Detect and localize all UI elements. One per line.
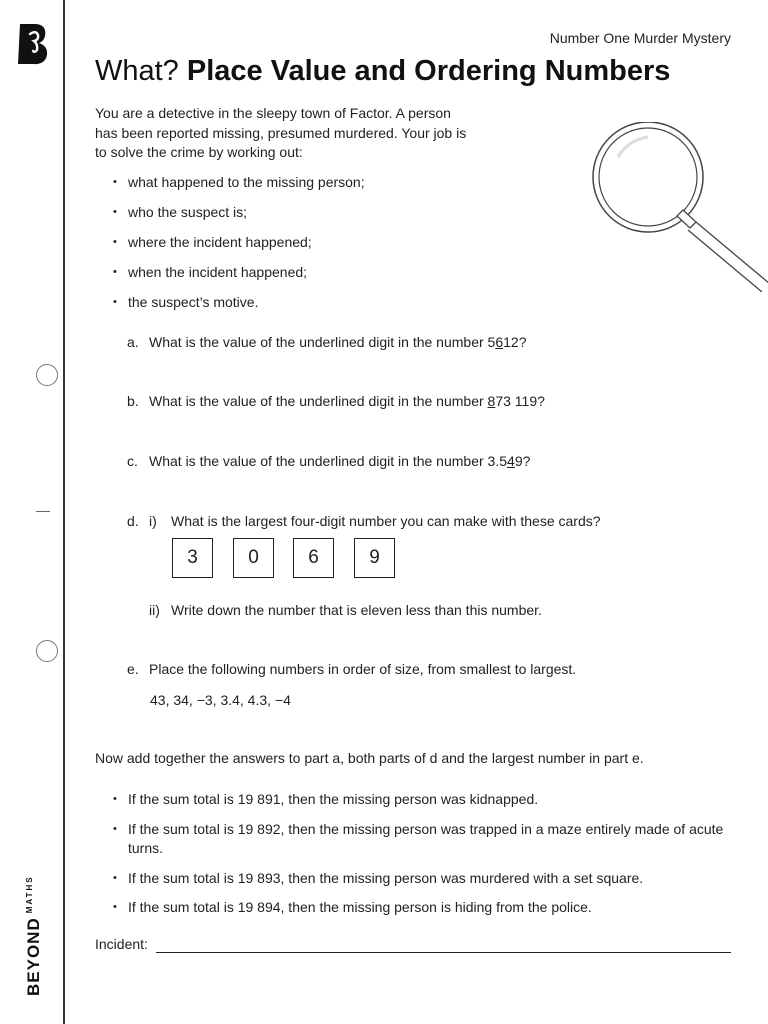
margin-rule: [63, 0, 65, 1024]
question-text: What is the value of the underlined digit in the number: [149, 393, 488, 409]
list-item: • when the incident happened;: [113, 262, 365, 292]
number-card: 6: [293, 538, 334, 578]
fold-mark: [36, 511, 50, 512]
title-prefix: What?: [95, 55, 179, 87]
sum-instructions: Now add together the answers to part a, both parts of d and the largest number in part e.: [95, 750, 644, 766]
number-card: 9: [354, 538, 395, 578]
series-title: Number One Murder Mystery: [549, 30, 731, 46]
list-item: • If the sum total is 19 894, then the missing person is hiding from the police.: [113, 898, 733, 918]
task-list: [113, 172, 365, 322]
question-text: What is the value of the underlined digit in the number: [149, 453, 488, 469]
question-c: [127, 453, 530, 469]
question-text: Write down the number that is eleven less than this number.: [171, 602, 542, 618]
number-part: 12?: [503, 334, 527, 350]
question-d-ii: [149, 602, 542, 618]
question-e: [127, 661, 576, 677]
brand-sub: MATHS: [25, 875, 34, 914]
question-label: d.: [127, 513, 139, 529]
magnifying-glass-icon: [588, 122, 768, 292]
underlined-digit: 6: [495, 334, 504, 350]
list-item: • If the sum total is 19 891, then the missing person was kidnapped.: [113, 790, 733, 810]
subquestion-label: i): [149, 513, 157, 529]
question-text: Place the following numbers in order of size, from smallest to largest.: [149, 661, 577, 677]
page-title: [95, 55, 670, 88]
question-text: What is the value of the underlined digit in the number: [149, 334, 488, 350]
question-label: a.: [127, 334, 139, 350]
title-main: Place Value and Ordering Numbers: [186, 55, 671, 87]
question-label: c.: [127, 453, 138, 469]
incident-answer-line[interactable]: [156, 952, 731, 953]
brand-name: BEYOND: [24, 917, 43, 996]
list-item: • If the sum total is 19 892, then the missing person was trapped in a maze entirely made of acute turns.: [113, 820, 733, 859]
numbers-to-order: 43, 34, −3, 3.4, 4.3, −4: [150, 692, 291, 708]
question-a: [127, 334, 527, 350]
question-label: b.: [127, 393, 139, 409]
list-item: • who the suspect is;: [113, 202, 365, 232]
question-d-i: [127, 513, 601, 529]
number-part: 3.5: [487, 453, 508, 469]
underlined-digit: 4: [507, 453, 515, 469]
number-part: 73 119?: [495, 393, 545, 409]
brand-wordmark: [24, 875, 44, 996]
list-item: • what happened to the missing person;: [113, 172, 365, 202]
subquestion-label: ii): [149, 602, 160, 618]
number-part: 9?: [514, 453, 531, 469]
underlined-digit: 8: [487, 393, 496, 409]
binder-hole-bottom: [36, 640, 58, 662]
beyond-b-logo-icon: [16, 22, 50, 66]
outcome-list: [113, 790, 733, 928]
question-b: [127, 393, 545, 409]
number-part: 5: [487, 334, 496, 350]
list-item: • where the incident happened;: [113, 232, 365, 262]
list-item: • the suspect’s motive.: [113, 292, 365, 322]
number-card: 0: [233, 538, 274, 578]
question-label: e.: [127, 661, 139, 677]
list-item: • If the sum total is 19 893, then the missing person was murdered with a set square.: [113, 869, 733, 889]
binder-hole-top: [36, 364, 58, 386]
intro-paragraph: You are a detective in the sleepy town of Factor. A person has been reported missing, presumed murdered. Your job is to solve the crime by working out:: [95, 105, 467, 160]
question-text: What is the largest four-digit number you can make with these cards?: [171, 513, 601, 529]
number-card: 3: [172, 538, 213, 578]
incident-label: Incident:: [95, 936, 148, 952]
